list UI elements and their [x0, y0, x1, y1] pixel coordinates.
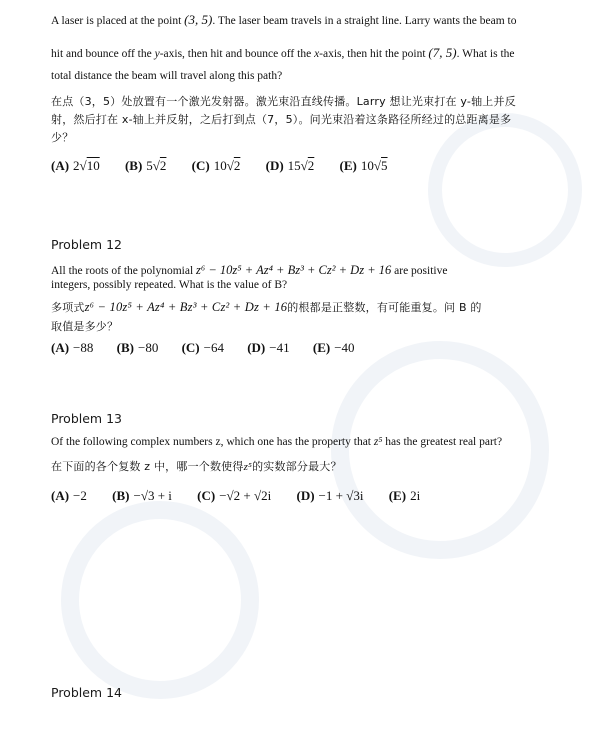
p12-text: All the roots of the polynomial — [51, 265, 194, 277]
p13-choice-e[interactable] — [389, 488, 420, 503]
p11-en-line2 — [51, 45, 515, 61]
choice-radicand: 5 — [381, 158, 388, 173]
p13-text: Of the following complex numbers z, which one has the property that — [51, 436, 372, 448]
choice-value: −√2 + √2i — [219, 488, 272, 503]
p11-en-line3: total distance the beam will travel along this path? — [51, 70, 283, 82]
p11-choice-d[interactable]: (D) 15√2 — [265, 158, 315, 173]
p12-text: are positive — [394, 265, 448, 277]
p11-point-end: (7, 5) — [428, 45, 457, 60]
choice-radicand: 2 — [233, 158, 241, 173]
choice-coef: 5 — [146, 158, 153, 173]
p13-cn-text: 在下面的各个复数 z 中，哪一个数使得 — [51, 460, 244, 473]
p13-choice-d[interactable] — [297, 488, 364, 503]
p12-cn-line2: 取值是多少？ — [51, 320, 119, 333]
problem-13-heading: Problem 13 — [51, 411, 122, 426]
p11-text: hit and bounce off the — [51, 48, 152, 60]
p12-choice-c[interactable] — [182, 340, 224, 355]
p11-choice-e[interactable]: (E) 10√5 — [339, 158, 388, 173]
choice-value: −1 + √3i — [318, 488, 364, 503]
choice-coef: 15 — [287, 158, 301, 173]
choice-value: −41 — [269, 340, 290, 355]
p11-cn-line1: 在点（3，5）处放置有一个激光发射器。激光束沿直线传播。Larry 想让光束打在 y-轴上并反 — [51, 95, 516, 108]
p11-cn-line3: 少？ — [51, 131, 74, 144]
choice-label: (D) — [296, 488, 315, 503]
choice-label: (C) — [197, 488, 216, 503]
choice-label: (E) — [312, 340, 331, 355]
choice-radicand: 10 — [86, 158, 100, 173]
p12-choice-d[interactable] — [247, 340, 289, 355]
choice-radicand: 2 — [159, 158, 167, 173]
p11-cn-line2: 射，然后打在 x-轴上并反射，之后打到点（7，5）。问光束沿着这条路径所经过的总距离是多 — [51, 113, 512, 126]
p12-choice-a[interactable] — [51, 340, 93, 355]
p12-choice-b[interactable] — [117, 340, 159, 355]
watermark-middle — [273, 283, 594, 617]
p11-choice-a[interactable]: (A) 2√10 — [51, 158, 100, 173]
p11-y-axis-var: y — [154, 48, 160, 60]
p11-x-axis-var: x — [314, 48, 320, 60]
p11-text: -axis, then hit the point — [319, 48, 426, 60]
p11-choice-c[interactable]: (C) 10√2 — [191, 158, 241, 173]
choice-value: −√3 + i — [133, 488, 172, 503]
p13-text: has the greatest real part? — [385, 436, 503, 448]
p11-en-line1 — [51, 12, 516, 28]
p11-choices — [51, 158, 388, 174]
choice-label: (A) — [51, 158, 70, 173]
choice-coef: 2 — [73, 158, 80, 173]
choice-label: (B) — [112, 488, 130, 503]
problem-12-heading: Problem 12 — [51, 237, 122, 252]
p12-cn-text: 的根都是正整数，有可能重复。问 B 的 — [287, 301, 482, 314]
choice-value: −88 — [73, 340, 94, 355]
choice-value: −64 — [203, 340, 224, 355]
p11-point-start: (3, 5) — [184, 12, 213, 27]
p13-en-line1 — [51, 436, 502, 448]
p13-z-power: z⁵ — [373, 436, 383, 448]
p11-text: . The laser beam travels in a straight line. Larry wants the beam to — [212, 15, 517, 27]
p13-choice-a[interactable] — [51, 488, 87, 503]
p12-polynomial: z⁶ − 10z⁵ + Az⁴ + Bz³ + Cz² + Dz + 16 — [196, 263, 392, 277]
choice-label: (A) — [51, 488, 70, 503]
p12-en-line2: integers, possibly repeated. What is the value of B? — [51, 279, 288, 291]
choice-value: −40 — [334, 340, 355, 355]
p13-cn-text: 的实数部分最大？ — [252, 460, 342, 473]
choice-value: −80 — [137, 340, 159, 355]
choice-label: (E) — [388, 488, 407, 503]
p12-choice-e[interactable] — [313, 340, 355, 355]
p13-z-power-cn: z⁵ — [243, 461, 253, 473]
choice-label: (B) — [116, 340, 134, 355]
p11-text: -axis, then hit and bounce off the — [159, 48, 312, 60]
choice-label: (C) — [191, 158, 210, 173]
p12-cn-text: 多项式 — [51, 301, 85, 314]
choice-label: (A) — [51, 340, 70, 355]
p12-polynomial-cn: z⁶ − 10z⁵ + Az⁴ + Bz³ + Cz² + Dz + 16 — [84, 300, 288, 314]
p13-choice-b[interactable] — [112, 488, 172, 503]
choice-radicand: 2 — [307, 158, 315, 173]
p12-en-line1 — [51, 263, 447, 278]
p11-text: . What is the — [456, 48, 515, 60]
watermark-seal-icon — [273, 283, 594, 617]
choice-value: −2 — [73, 488, 87, 503]
choice-label: (D) — [265, 158, 284, 173]
p13-choice-c[interactable] — [197, 488, 271, 503]
p11-text: A laser is placed at the point — [51, 15, 182, 27]
choice-label: (E) — [339, 158, 357, 173]
choice-coef: 10 — [360, 158, 374, 173]
p11-choice-b[interactable]: (B) 5√2 — [124, 158, 167, 173]
problem-14-heading: Problem 14 — [51, 685, 122, 700]
p12-choices — [51, 340, 355, 356]
choice-label: (C) — [181, 340, 200, 355]
p13-cn-line1 — [51, 458, 342, 474]
choice-coef: 10 — [213, 158, 227, 173]
p13-choices — [51, 488, 420, 504]
choice-label: (D) — [247, 340, 266, 355]
choice-value: 2i — [410, 488, 421, 503]
choice-label: (B) — [124, 158, 143, 173]
p12-cn-line1 — [51, 299, 482, 315]
